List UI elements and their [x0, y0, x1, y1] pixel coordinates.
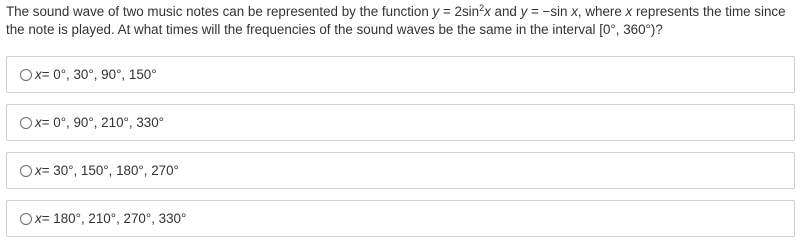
option-label: = 0°, 90°, 210°, 330°: [41, 115, 165, 130]
answer-options: [6, 56, 795, 248]
option-label: = 180°, 210°, 270°, 330°: [41, 211, 187, 226]
radio-button-icon[interactable]: [20, 117, 32, 129]
equation-part: = 2sin: [439, 4, 480, 19]
variable-x: x: [484, 4, 491, 19]
exponent: 2: [479, 3, 485, 13]
answer-option-1[interactable]: [6, 56, 795, 93]
option-variable: x: [35, 163, 42, 178]
question-text: [0, 0, 800, 39]
question-part: represents the time since the note is played. At what times will the frequencies of the sound waves be the same in the interval [0°, 360°)?: [6, 4, 786, 37]
question-part: and: [490, 4, 521, 19]
radio-button-icon[interactable]: [20, 69, 32, 81]
radio-button-icon[interactable]: [20, 165, 32, 177]
equation-part: = −sin: [527, 4, 572, 19]
option-variable: x: [35, 211, 42, 226]
question-part: , where: [577, 4, 626, 19]
variable-x: x: [571, 4, 578, 19]
variable-y: y: [520, 4, 528, 19]
variable-y: y: [432, 4, 440, 19]
radio-button-icon[interactable]: [20, 213, 32, 225]
option-variable: x: [35, 67, 42, 82]
answer-option-2[interactable]: [6, 104, 795, 141]
question-part: The sound wave of two music notes can be represented by the function: [6, 4, 433, 19]
option-label: = 30°, 150°, 180°, 270°: [41, 163, 179, 178]
answer-option-3[interactable]: [6, 152, 795, 189]
option-label: = 0°, 30°, 90°, 150°: [41, 67, 157, 82]
answer-option-4[interactable]: [6, 200, 795, 237]
option-variable: x: [35, 115, 42, 130]
variable-x: x: [625, 4, 633, 19]
